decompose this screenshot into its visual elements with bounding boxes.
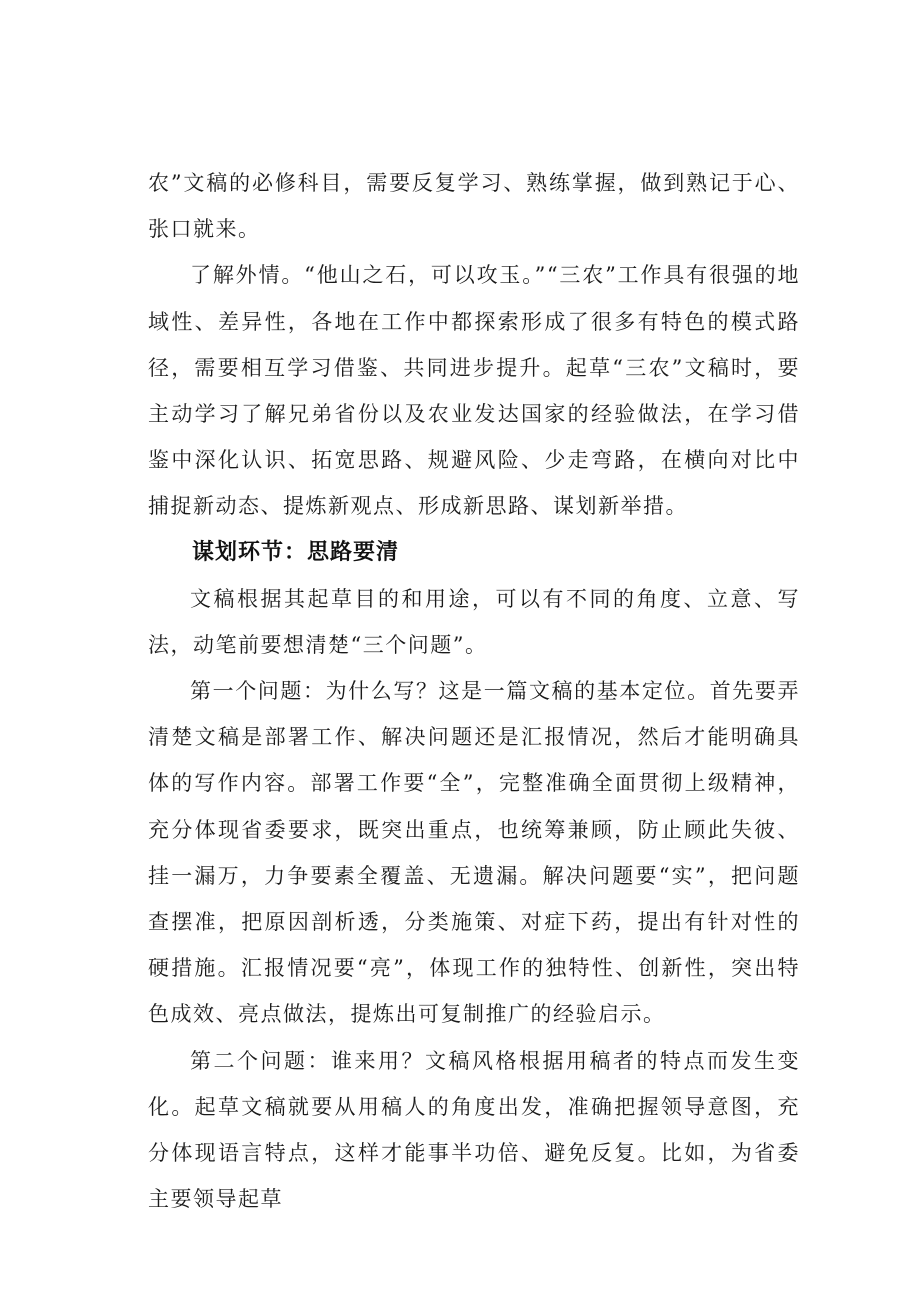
paragraph-understand-outside: 了解外情。“他山之石，可以攻玉。”“三农”工作具有很强的地域性、差异性，各地在工作中都探索形成了很多有特色的模式路径，需要相互学习借鉴、共同进步提升。起草“三农”文稿时，要主动学习了解兄弟省份以及农业发达国家的经验做法，在学习借鉴中深化认识、拓宽思路、规避风险、少走弯路，在横向对比中捕捉新动态、提炼新观点、形成新思路、谋划新举措。 [148,263,800,519]
document-body [148,160,800,1222]
paragraph-question-one: 第一个问题：为什么写？这是一篇文稿的基本定位。首先要弄清楚文稿是部署工作、解决问题还是汇报情况，然后才能明确具体的写作内容。部署工作要“全”，完整准确全面贯彻上级精神，充分体现省委要求，既突出重点，也统筹兼顾，防止顾此失彼、挂一漏万，力争要素全覆盖、无遗漏。解决问题要“实”，把问题查摆准，把原因剖析透，分类施策、对症下药，提出有针对性的硬措施。汇报情况要“亮”，体现工作的独特性、创新性，突出特色成效、亮点做法，提炼出可复制推广的经验启示。 [148,679,800,1027]
paragraph-question-two: 第二个问题：谁来用？文稿风格根据用稿者的特点而发生变化。起草文稿就要从用稿人的角度出发，准确把握领导意图，充分体现语言特点，这样才能事半功倍、避免反复。比如，为省委主要领导起草 [148,1048,800,1212]
paragraph-continued: 农”文稿的必修科目，需要反复学习、熟练掌握，做到熟记于心、张口就来。 [148,171,800,242]
paragraph-intro-three-questions: 文稿根据其起草目的和用途，可以有不同的角度、立意、写法，动笔前要想清楚“三个问题”。 [148,586,800,657]
section-heading: 谋划环节：思路要清 [192,539,400,565]
